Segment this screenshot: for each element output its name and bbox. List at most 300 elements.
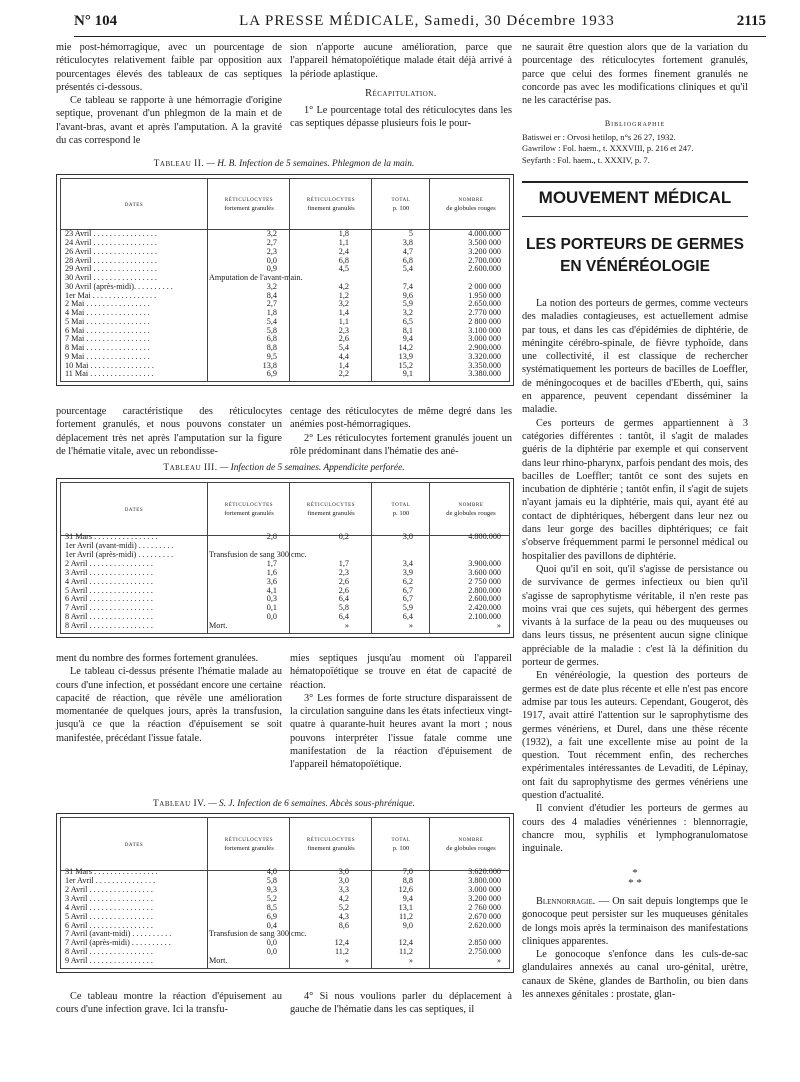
table-cell: 31 Mars . . . . . . . . . . . . . . . . (65, 868, 158, 877)
column-separator (207, 179, 208, 381)
table-cell: 31 Mars . . . . . . . . . . . . . . . . (65, 533, 158, 542)
table-row (61, 622, 509, 631)
table-body (61, 533, 509, 631)
table-cell: 12,4 (334, 938, 349, 948)
table-cell: 13,1 (398, 902, 413, 912)
table-cell: 2 Mai . . . . . . . . . . . . . . . . (65, 300, 150, 309)
table-row (61, 274, 509, 283)
table-cell: 1er Mai . . . . . . . . . . . . . . . . (65, 291, 157, 300)
table-cell: 6,7 (402, 594, 413, 604)
paragraph: Ces porteurs de germes appartiennent à 3 catégories différentes : tantôt, il s'agit de malades guéris de la diphtérie par exemple et qui conservent dans leur rhino-pharynx, parfois pendant des mois, des bacilles de Loeffler; tantôt ce sont des sujets en incubation de diphtérie ; tantôt enfin, il s'agit de sujets n'ayant jamais eu la diphtérie, mais qui, ayant été au contact de diphtériques, hébergent dans leur nez ou dans leur gorge des bacilles diphtériques; ce fait s'observe fréquemment parmi le personnel médical ou hospitalier des pavillons de diphtérie. (522, 417, 748, 562)
table-cell: 3.380.000 (468, 369, 501, 379)
table-row (61, 344, 509, 353)
table-cell: 2,7 (266, 299, 277, 309)
table-cell: 3.800.000 (468, 876, 501, 886)
column-header (61, 179, 207, 229)
paragraph: pourcentage caractéristique des réticulocytes fortement granulés, et nous pouvons constater un déplacement très net après l'amputation sur la figure de l'hématie vitale, avec un rebondisse- (56, 406, 282, 457)
column-header (429, 179, 512, 229)
table-cell: 3.320.000 (468, 351, 501, 361)
column-header (429, 818, 512, 870)
table-row (61, 613, 509, 622)
header-sublabel: p. 100 (392, 510, 410, 517)
table-row (61, 948, 509, 957)
paragraph: 2° Les réticulocytes fortement granulés jouent un rôle prédominant dans l'hématie des ané- (290, 432, 512, 457)
table-cell: 0,2 (338, 532, 349, 542)
column-header (371, 179, 430, 229)
col3-bottom-text (522, 895, 748, 1001)
header-label: réticulocytes (224, 836, 274, 843)
table-cell: 9,1 (402, 369, 413, 379)
header-sublabel: fortement granulés (224, 205, 274, 212)
table-cell: 2,3 (338, 325, 349, 335)
table-cell: 3,6 (266, 576, 277, 586)
table-cell: 4 Mai . . . . . . . . . . . . . . . . (65, 309, 150, 317)
paragraph: ne saurait être question alors que de la variation du pourcentage des réticulocytes fortement granulés, parce que celui des formes finement granulés ne concorde pas avec les modifications cliniques et qu'il ne les caractérise pas. (522, 42, 748, 107)
table-cell: 7 Mai . . . . . . . . . . . . . . . . (65, 335, 150, 344)
table-cell: 5,4 (338, 343, 349, 352)
table-cell: 2 000 000 (468, 281, 501, 291)
paragraph: ment du nombre des formes fortement granulées. (56, 653, 259, 664)
biblio-entry: Gawrilow : Fol. haem., t. XXXVIII, p. 216 et 247. (522, 143, 694, 153)
column-separator (207, 483, 208, 633)
table-row (61, 283, 509, 292)
paragraph: Le tableau ci-dessus présente l'hématie malade au cours d'une infection, et possédant encore une certaine capacité de réaction, que révèle une amélioration momentanée de quelques jours, après la transfusion, jusqu'à ce que la réaction d'épuisement se soit manifestée, précédant l'issue fatale. (56, 666, 282, 744)
paragraph: La notion des porteurs de germes, comme vecteurs des maladies contagieuses, est actuellement admise par tous, et dans les cas d'épidémies de diphtérie, de méningite cérébro-spinale, de fièvre typhoïde, dans une collectivité, il est classique de rechercher systématiquement les porteurs de bacilles de Loeffler, de méningocoques et de bacilles d'Eberth, qui, sains en apparence, peuvent cependant disséminer la maladie. (522, 298, 748, 416)
header-sublabel: de globules rouges (446, 205, 496, 212)
table-cell: 8,1 (402, 325, 413, 335)
table-cell: 2.700.000 (468, 255, 501, 265)
table-cell: 6,2 (402, 576, 413, 586)
table-cell: 12,4 (398, 938, 413, 948)
paragraph: centage des réticulocytes de même degré dans les anémies post-hémorragiques. (290, 406, 512, 431)
table-cell: 4,7 (402, 246, 413, 256)
table-cell: 3,3 (338, 884, 349, 894)
table-cell: 2.800.000 (468, 585, 501, 595)
table-row (61, 335, 509, 344)
table-note: Mort. (209, 956, 228, 966)
table-row (61, 327, 509, 336)
table-row (61, 886, 509, 895)
table-cell: 1,7 (266, 558, 277, 568)
table-cell: 11,2 (334, 947, 349, 957)
table-cell: » (496, 956, 501, 966)
table-cell: 6 Avril . . . . . . . . . . . . . . . . (65, 595, 153, 604)
paragraph: mie post-hémorragique, avec un pourcentage de réticulocytes relativement faible par opposition aux pourcentages élevés des tableaux de cas septiques présentés ci-dessous. (56, 42, 282, 93)
column-separator (429, 818, 430, 968)
table-cell: 1,1 (338, 238, 349, 247)
header-sublabel: fortement granulés (224, 510, 274, 517)
bibliography-title: Bibliographie (604, 119, 666, 128)
table-cell: 2,8 (266, 532, 277, 542)
table-cell: 2,7 (266, 238, 277, 247)
header-sublabel: finement granulés (307, 510, 355, 517)
table-cell: 1,7 (338, 558, 349, 568)
table-row (61, 533, 509, 542)
table-cell: 30 Avril (après-midi). . . . . . . . . . (65, 282, 173, 291)
column-header (207, 483, 290, 535)
header-label: dates (124, 840, 144, 848)
table-cell: 8,5 (266, 902, 277, 912)
table-row (61, 318, 509, 327)
table-cell: 3,9 (402, 567, 413, 577)
table-cell: 5,8 (266, 876, 277, 886)
table-cell: 1.950 000 (468, 290, 501, 300)
header-sublabel: fortement granulés (224, 845, 274, 852)
table-cell: 28 Avril . . . . . . . . . . . . . . . . (65, 256, 157, 265)
table-3 (56, 478, 514, 638)
table-header (61, 818, 509, 871)
table-row (61, 939, 509, 948)
table-cell: 30 Avril . . . . . . . . . . . . . . . . (65, 274, 157, 282)
table-cell: 2 Avril . . . . . . . . . . . . . . . . (65, 885, 153, 894)
column-separator (289, 179, 290, 381)
column-separator (207, 818, 208, 968)
table-cell: 2 800 000 (468, 316, 501, 326)
column-header (207, 818, 290, 870)
journal-title: LA PRESSE MÉDICALE, Samedi, 30 Décembre 1933 (239, 12, 615, 29)
column-separator (289, 818, 290, 968)
table-cell: 4,2 (338, 281, 349, 291)
table-note: Transfusion de sang 300 cmc. (209, 549, 307, 559)
paragraph: 4° Si nous voulions parler du déplacement à gauche de l'hématie dans les cas septiques, il (290, 991, 512, 1016)
header-sublabel: finement granulés (307, 205, 355, 212)
table-row (61, 895, 509, 904)
table-cell: 5 Avril . . . . . . . . . . . . . . . . (65, 912, 153, 921)
table-row (61, 230, 509, 239)
table-cell: 8,4 (266, 290, 277, 300)
table-cell: 3.600 000 (468, 567, 501, 577)
table-cell: 8,8 (402, 876, 413, 886)
table-cell: 2.100.000 (468, 612, 501, 622)
table-cell: 5,2 (266, 893, 277, 903)
table-cell: 6,4 (402, 612, 413, 622)
section-heading: MOUVEMENT MÉDICAL (538, 188, 732, 207)
header-sublabel: finement granulés (307, 845, 355, 852)
table-cell: 2 760 000 (468, 902, 501, 912)
table-cell: 1,4 (338, 308, 349, 317)
header-label: nombre (458, 196, 484, 203)
table-cell: 4,1 (266, 585, 277, 595)
table-cell: » (496, 621, 501, 631)
table-cell: 2,3 (266, 246, 277, 256)
table-cell: 8 Avril . . . . . . . . . . . . . . . . (65, 613, 153, 622)
table-cell: 4,4 (338, 351, 349, 361)
table-cell: » (344, 956, 349, 966)
table-cell: 3,2 (266, 229, 277, 239)
paragraph: Ce tableau montre la réaction d'épuisement au cours d'une infection grave. Ici la transfu- (56, 991, 282, 1016)
biblio-entry: Batiswei er : Orvosi hetilop, n°s 26 27, 1932. (522, 131, 676, 142)
table-cell: 4.800.000 (468, 532, 501, 542)
table-row (61, 239, 509, 248)
column-header (371, 483, 430, 535)
section-rule (522, 216, 748, 217)
col1-bottom-text (56, 990, 282, 1017)
column-separator (289, 483, 290, 633)
table-cell: 14,2 (398, 343, 413, 352)
col2-bottom-text (290, 990, 512, 1017)
col3-article-text (522, 297, 748, 855)
table-row (61, 930, 509, 939)
header-sublabel: p. 100 (392, 205, 410, 212)
table-cell: 0,0 (266, 938, 277, 948)
table-cell: 9,4 (402, 334, 413, 344)
column-header (289, 483, 372, 535)
table-cell: 5,9 (402, 299, 413, 309)
paragraph: sion n'apporte aucune amélioration, parce que l'appareil hématopoïétique malade était déjà arrivé à la période aplastique. (290, 42, 512, 80)
table-cell: 6 Mai . . . . . . . . . . . . . . . . (65, 326, 150, 335)
table2-caption: Tableau II. — H. B. Infection de 5 semaines. Phlegmon de la main. (153, 159, 415, 169)
table-cell: 1,2 (338, 290, 349, 300)
table-cell: 1er Avril . . . . . . . . . . . . . . . (65, 877, 156, 886)
table-cell: 9,4 (402, 893, 413, 903)
table-header (61, 179, 509, 230)
table-cell: » (408, 956, 413, 966)
table-cell: 9,5 (266, 351, 277, 361)
table-cell: 0,1 (266, 603, 277, 613)
table-cell: 5 Mai . . . . . . . . . . . . . . . . (65, 317, 150, 326)
table-cell: 4,5 (338, 264, 349, 274)
table-cell: 5 (408, 229, 413, 239)
col1-top-text (56, 41, 282, 147)
column-header (289, 179, 372, 229)
header-label: réticulocytes (306, 836, 356, 843)
table-cell: 2,6 (338, 576, 349, 586)
table-row (61, 595, 509, 604)
table-cell: 5,8 (338, 603, 349, 613)
table-cell: 2.620.000 (468, 920, 501, 930)
table-cell: 15,2 (398, 360, 413, 370)
table-cell: 3.500 000 (468, 238, 501, 247)
column-header (429, 483, 512, 535)
table-row (61, 587, 509, 596)
table-cell: 1,8 (266, 308, 277, 317)
table-cell: 0,3 (266, 594, 277, 604)
table-cell: 3,4 (402, 558, 413, 568)
table-row (61, 904, 509, 913)
issue-number: N° 104 (74, 12, 118, 29)
table-row (61, 560, 509, 569)
table-cell: 12,6 (398, 884, 413, 894)
table-cell: 2.750.000 (468, 947, 501, 957)
table-cell: 6,5 (402, 316, 413, 326)
table-body (61, 868, 509, 966)
paragraph: Le gonocoque s'enfonce dans les culs-de-sac glandulaires annexés au canal uro-génital, urètre, canaux de Skène, glandes de Bartholin, ou bien dans les annexes génitales : prostate, glan- (522, 949, 748, 1001)
column-separator (429, 483, 430, 633)
table-cell: 3,8 (402, 238, 413, 247)
recap-heading: Récapitulation. (365, 87, 437, 99)
header-label: total (391, 501, 411, 508)
header-label: réticulocytes (306, 196, 356, 203)
table-cell: 8,6 (338, 920, 349, 930)
table-cell: 11 Mai . . . . . . . . . . . . . . . . (65, 370, 154, 379)
table-cell: 3 Avril . . . . . . . . . . . . . . . . (65, 568, 153, 577)
table-cell: 0,9 (266, 264, 277, 274)
col1-mid-text (56, 405, 282, 458)
table-cell: 6,9 (266, 911, 277, 921)
table-cell: 6,8 (402, 255, 413, 265)
table-cell: 8 Mai . . . . . . . . . . . . . . . . (65, 344, 150, 352)
table-cell: » (344, 621, 349, 631)
paragraph: 1° Le pourcentage total des réticulocytes dans les cas septiques dépasse plusieurs fois le pour- (290, 105, 512, 130)
table-cell: 5 Avril . . . . . . . . . . . . . . . . (65, 586, 153, 595)
section-stars: * * * (628, 867, 642, 889)
biblio-entry: Seyfarth : Fol. haem., t. XXXIV, p. 7. (522, 154, 650, 165)
table-cell: 3.900.000 (468, 558, 501, 568)
table3-caption: Tableau III. — Infection de 5 semaines. Appendicite perforée. (163, 463, 405, 473)
table-cell: 2.850 000 (468, 938, 501, 948)
table-cell: 3.620.000 (468, 867, 501, 877)
bibliography (522, 118, 748, 166)
col2-mid-text (290, 405, 512, 458)
header-label: réticulocytes (306, 501, 356, 508)
header-label: nombre (458, 501, 484, 508)
table-row (61, 868, 509, 877)
header-label: nombre (458, 836, 484, 843)
table-cell: 2.600.000 (468, 594, 501, 604)
header-sublabel: de globules rouges (446, 510, 496, 517)
table-cell: 4,0 (266, 867, 277, 877)
paragraph: En vénéréologie, la question des porteurs de germes est de date plus récente et elle n'est pas encore admise par tous les auteurs. Cependant, Gougerot, dès 1917, avait attiré l'attention sur le saprophytisme des germes vénériens, et Durel, dans une thèse récente (1932), a fait une excellente mise au point de la question. Tout récemment enfin, des recherches expérimentales intéressantes de Levaditi, de Lépinay, ont fait du saprophytisme des germes vénériens une question d'actualité. (522, 670, 748, 801)
table-cell: 8,8 (266, 343, 277, 352)
table-cell: 5,2 (338, 902, 349, 912)
table-row (61, 569, 509, 578)
table-row (61, 362, 509, 371)
table-cell: 2.600.000 (468, 264, 501, 274)
table-cell: 7 Avril (après-midi) . . . . . . . . . . (65, 939, 171, 948)
table-row (61, 248, 509, 257)
table-cell: 10 Mai . . . . . . . . . . . . . . . . (65, 361, 154, 370)
col1-lower-text (56, 652, 282, 745)
table-cell: 3,2 (402, 308, 413, 317)
table-cell: 3 Avril . . . . . . . . . . . . . . . . (65, 894, 153, 903)
table-row (61, 913, 509, 922)
table-2 (56, 174, 514, 386)
table-cell: 6,8 (266, 334, 277, 344)
table-cell: » (408, 621, 413, 631)
table-row (61, 578, 509, 587)
table-cell: 5,4 (266, 316, 277, 326)
table-cell: 11,2 (398, 947, 413, 957)
column-header (371, 818, 430, 870)
table-cell: 7 Avril (avant-midi) . . . . . . . . . . (65, 930, 172, 939)
table-cell: 3.000 000 (468, 334, 501, 344)
table4-caption: Tableau IV. — S. J. Infection de 6 semaines. Abcès sous-phrénique. (153, 799, 415, 809)
column-header (289, 818, 372, 870)
table-cell: 4,2 (338, 893, 349, 903)
table-cell: 5,9 (402, 603, 413, 613)
table-cell: 13,9 (398, 351, 413, 361)
table-cell: 3,2 (266, 281, 277, 291)
table-row (61, 257, 509, 266)
table-cell: 0,0 (266, 947, 277, 957)
table-cell: 2,6 (338, 585, 349, 595)
header-sublabel: p. 100 (392, 845, 410, 852)
column-separator (371, 179, 372, 381)
column-separator (371, 483, 372, 633)
table-cell: 6 Avril . . . . . . . . . . . . . . . . (65, 921, 153, 930)
table-note: Transfusion de sang 300 cmc. (209, 929, 307, 939)
table-cell: 9 Avril . . . . . . . . . . . . . . . . (65, 957, 153, 966)
table-cell: 2,3 (338, 567, 349, 577)
table-cell: 4.000.000 (468, 229, 501, 239)
table-header (61, 483, 509, 536)
paragraph: Blennorragie. — On sait depuis longtemps que le gonocoque peut persister sur les muqueuses génitales de longs mois après la terminaison des manifestations cliniques apparentes. (522, 896, 748, 947)
table-row (61, 604, 509, 613)
table-row (61, 353, 509, 362)
table-4 (56, 813, 514, 973)
table-cell: 26 Avril . . . . . . . . . . . . . . . . (65, 247, 157, 256)
table-cell: 1er Avril (après-midi) . . . . . . . . . (65, 550, 174, 559)
page-header (74, 6, 766, 37)
table-row (61, 877, 509, 886)
header-label: dates (124, 505, 144, 513)
table-cell: 1,4 (338, 360, 349, 370)
table-cell: 3.100 000 (468, 325, 501, 335)
col2-top-text (290, 41, 512, 131)
table-cell: 23 Avril . . . . . . . . . . . . . . . . (65, 230, 157, 239)
table-cell: 2.900.000 (468, 343, 501, 352)
table-cell: 1er Avril (avant-midi) . . . . . . . . . (65, 542, 174, 551)
table-cell: 1,6 (266, 567, 277, 577)
paragraph: Ce tableau se rapporte à une hémorragie d'origine septique, provenant d'un phlegmon de la main et de l'avant-bras, avant et après l'amputation. A la gravité du cas correspond le (56, 95, 282, 147)
table-cell: 3.200 000 (468, 893, 501, 903)
table-cell: 3.000 000 (468, 884, 501, 894)
paragraph: Il convient d'étudier les porteurs de germes au cours des 4 maladies vénériennes : blennorragie, chancre mou, syphilis et lymphogranulomatose inguinale. (522, 803, 748, 855)
header-label: réticulocytes (224, 501, 274, 508)
paragraph: mies septiques jusqu'au moment où l'appareil hématopoïétique se trouve en état de capacité de réaction. (290, 653, 512, 691)
table-cell: 24 Avril . . . . . . . . . . . . . . . . (65, 239, 157, 247)
table-body (61, 230, 509, 379)
table-cell: 9 Mai . . . . . . . . . . . . . . . . (65, 352, 150, 361)
table-row (61, 551, 509, 560)
col3-top-text (522, 41, 748, 107)
table-cell: 2,4 (338, 246, 349, 256)
page-number: 2115 (736, 12, 766, 29)
table-cell: 9,3 (266, 884, 277, 894)
table-cell: 2.770 000 (468, 308, 501, 317)
paragraph: Quoi qu'il en soit, qu'il s'agisse de persistance ou de survivance de germes infectieux ou bien qu'il s'agisse de saprophytisme véritable, il n'en reste pas moins vrai que ces sujets, qui hébergent des germes vivants à la surface de la peau ou des muqueuses ou dans leurs tissus, ne présentent aucun signe clinique appréciable de la maladie : c'est là la définition du porteur de germes. (522, 563, 748, 669)
table-cell: 4 Avril . . . . . . . . . . . . . . . . (65, 577, 153, 586)
table-row (61, 370, 509, 379)
column-separator (371, 818, 372, 968)
table-cell: 9,6 (402, 290, 413, 300)
table-cell: 3,0 (338, 876, 349, 886)
table-cell: 5,4 (402, 264, 413, 274)
table-note: Amputation de l'avant-main. (209, 273, 303, 282)
table-cell: 7 Avril . . . . . . . . . . . . . . . . (65, 604, 153, 613)
header-sublabel: de globules rouges (446, 845, 496, 852)
table-cell: 6,4 (338, 594, 349, 604)
table-cell: 3,0 (402, 532, 413, 542)
table-cell: 3,2 (338, 299, 349, 309)
table-cell: 8 Avril . . . . . . . . . . . . . . . . (65, 622, 153, 631)
table-cell: 2,6 (338, 334, 349, 344)
table-cell: 8 Avril . . . . . . . . . . . . . . . . (65, 948, 153, 957)
section-rule (522, 181, 748, 183)
table-cell: 0,0 (266, 255, 277, 265)
table-cell: 1,8 (338, 229, 349, 239)
table-cell: 6,4 (338, 612, 349, 622)
table-cell: 29 Avril . . . . . . . . . . . . . . . . (65, 265, 157, 274)
table-cell: 13,8 (262, 360, 277, 370)
table-note: Mort. (209, 621, 228, 631)
article-title: LES PORTEURS DE GERMES EN VÉNÉRÉOLOGIE (526, 236, 744, 275)
table-cell: 1,1 (338, 316, 349, 326)
col2-lower-text (290, 652, 512, 772)
table-cell: 2.650.000 (468, 299, 501, 309)
column-header (61, 818, 207, 870)
table-cell: 0,0 (266, 612, 277, 622)
